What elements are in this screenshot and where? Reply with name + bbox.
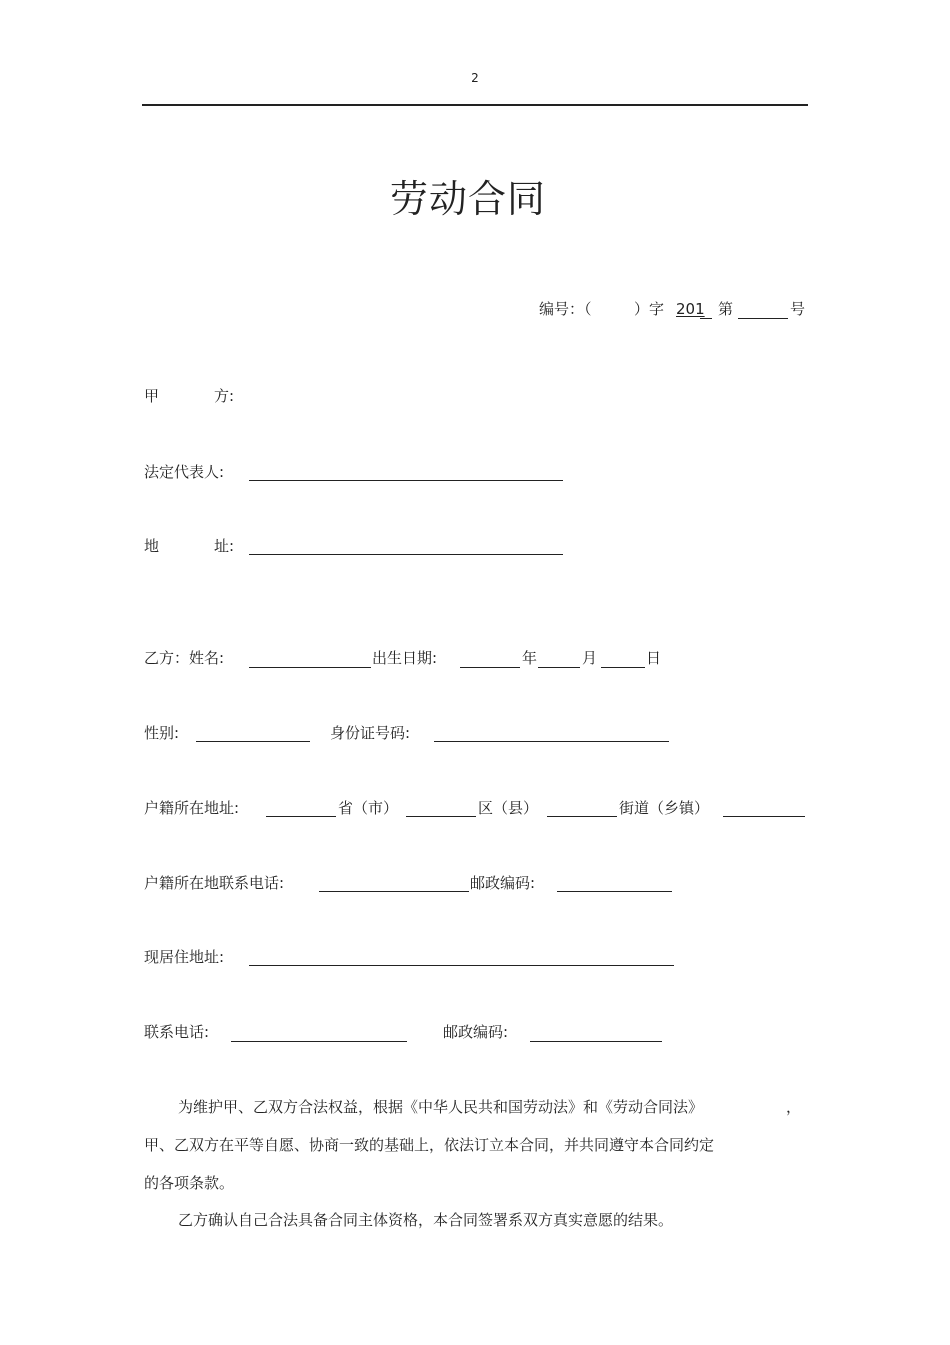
party-b-name-label: 乙方：姓名: [144, 649, 225, 667]
phone-field[interactable] [231, 1041, 407, 1042]
header-rule [142, 104, 808, 106]
serial-close: ）字 [634, 300, 665, 318]
province-unit: 省（市） [338, 799, 399, 817]
serial-label: 编号：（ [539, 300, 592, 318]
birth-day-field[interactable] [601, 667, 645, 668]
hukou-street-field[interactable] [547, 816, 617, 817]
preamble-line-3: 的各项条款。 [144, 1174, 235, 1192]
postcode-label: 邮政编码: [470, 874, 536, 892]
serial-hao: 号 [790, 300, 806, 318]
document-title: 劳动合同 [389, 177, 546, 221]
preamble-line-2: 甲、乙双方在平等自愿、协商一致的基础上，依法订立本合同，并共同遵守本合同约定 [144, 1136, 715, 1154]
current-address-label: 现居住地址: [144, 948, 225, 966]
address-label-right: 址: [214, 537, 235, 555]
district-unit: 区（县） [478, 799, 539, 817]
id-number-field[interactable] [434, 741, 669, 742]
hukou-detail-field[interactable] [723, 816, 805, 817]
birth-year-unit: 年 [522, 649, 538, 667]
birth-day-unit: 日 [646, 649, 662, 667]
hukou-phone-label: 户籍所在地联系电话: [144, 874, 285, 892]
postcode-field[interactable] [557, 891, 672, 892]
confirmation-paragraph: 乙方确认自己合法具备合同主体资格，本合同签署系双方真实意愿的结果。 [178, 1211, 674, 1229]
id-number-label: 身份证号码: [330, 724, 411, 742]
birth-month-field[interactable] [538, 667, 580, 668]
party-a-label-left: 甲 [144, 387, 160, 405]
gender-label: 性别: [144, 724, 180, 742]
hukou-address-label: 户籍所在地址: [144, 799, 240, 817]
preamble-line-1: 为维护甲、乙双方合法权益，根据《中华人民共和国劳动法》和《劳动合同法》 [178, 1098, 704, 1116]
serial-number-blank [738, 318, 788, 319]
serial-year: 201 [676, 300, 705, 318]
birth-month-unit: 月 [582, 649, 598, 667]
serial-di: 第 [718, 300, 734, 318]
gender-field[interactable] [196, 741, 310, 742]
postcode2-field[interactable] [530, 1041, 662, 1042]
serial-year-blank [700, 318, 712, 319]
birth-date-label: 出生日期: [372, 649, 438, 667]
address-label-left: 地 [144, 537, 160, 555]
legal-rep-label: 法定代表人: [144, 463, 225, 481]
phone-label: 联系电话: [144, 1023, 210, 1041]
party-b-name-field[interactable] [249, 667, 371, 668]
legal-rep-field[interactable] [249, 480, 563, 481]
postcode2-label: 邮政编码: [443, 1023, 509, 1041]
hukou-district-field[interactable] [406, 816, 476, 817]
page-number: 2 [471, 71, 479, 85]
birth-year-field[interactable] [460, 667, 520, 668]
current-address-field[interactable] [249, 965, 674, 966]
preamble-comma: ， [786, 1098, 802, 1116]
hukou-province-field[interactable] [266, 816, 336, 817]
party-a-label-right: 方: [214, 387, 235, 405]
street-unit: 街道（乡镇） [619, 799, 710, 817]
hukou-phone-field[interactable] [319, 891, 469, 892]
party-a-address-field[interactable] [249, 554, 563, 555]
